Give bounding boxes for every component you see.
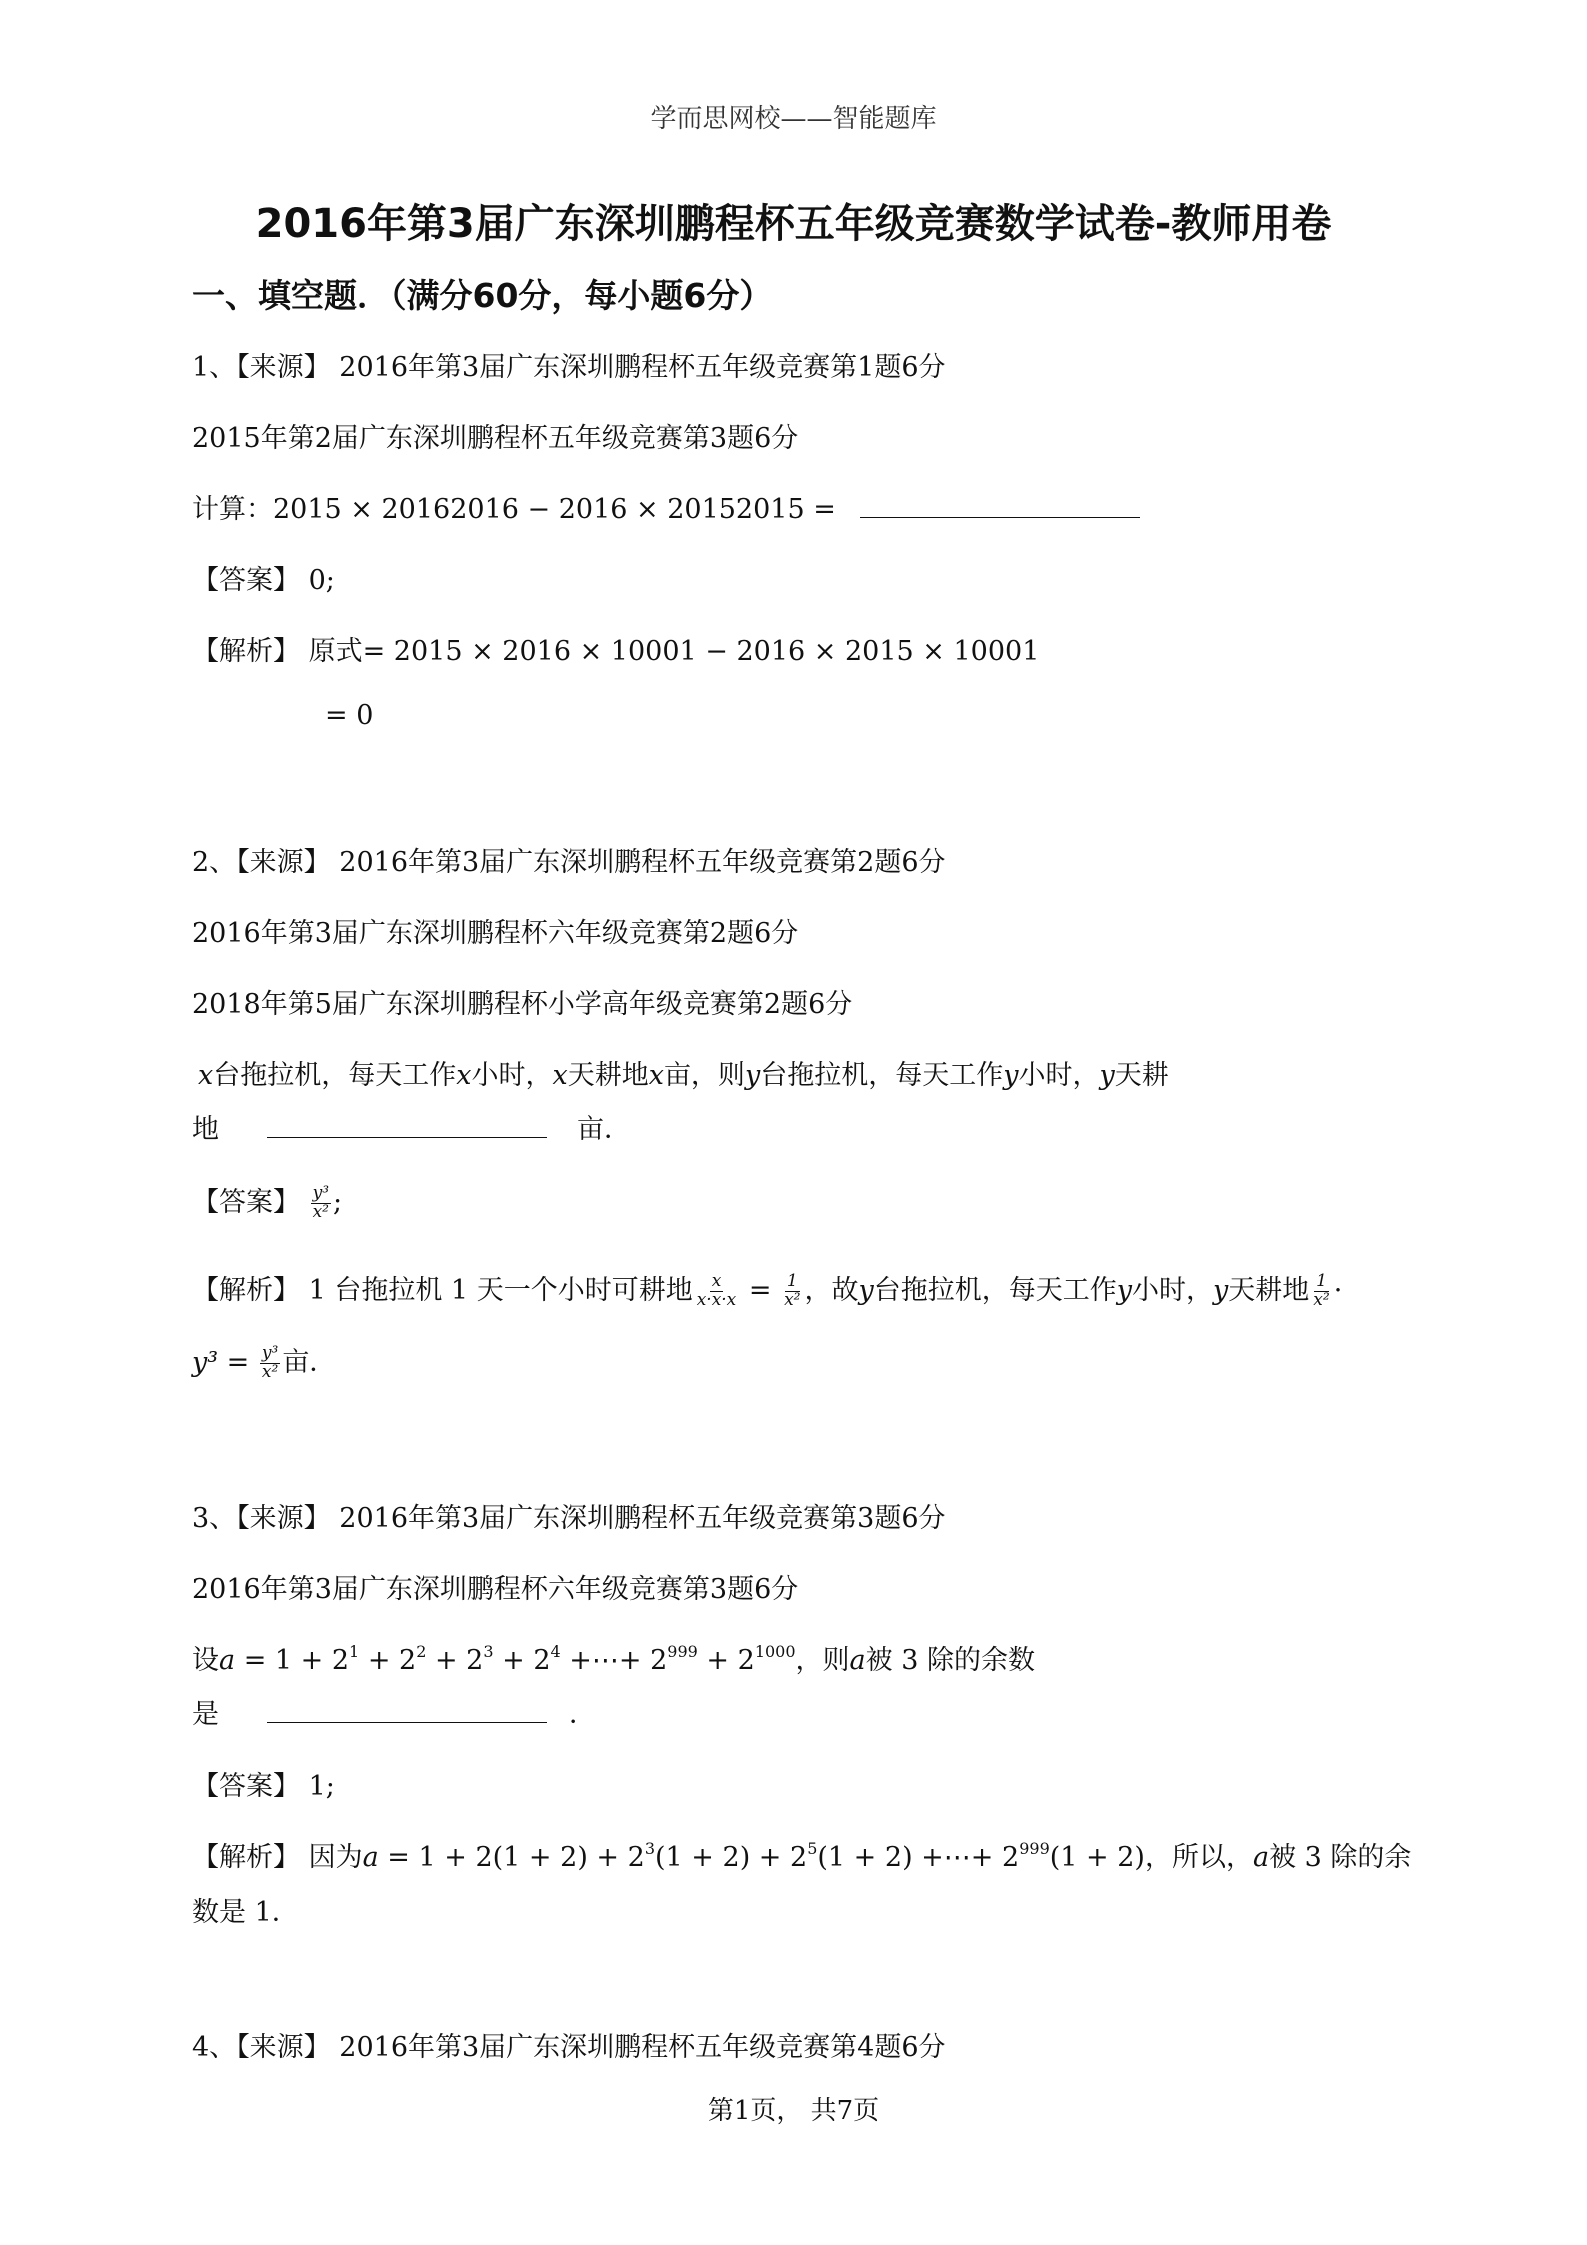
q2-analysis-line-2: y³ = $\frac{\text{y³}}{\text{x²}}$ 亩． — [192, 1343, 337, 1382]
fraction: $\frac{\text{y³}}{\text{x²}}$ — [261, 1343, 279, 1382]
q1-analysis-result: = 0 — [325, 700, 374, 731]
q2-question: x台拖拉机，每天工作x小时，x天耕地x亩，则y台拖拉机，每天工作y小时，y天耕 — [198, 1060, 1169, 1091]
page-header: 学而思网校——智能题库 — [650, 104, 937, 134]
q3-question-line-2: 是 ． — [192, 1699, 596, 1730]
fraction: $\frac{1}{\text{x²}}$ — [784, 1271, 801, 1310]
q1-question: 计算：2015 × 20162016 − 2016 × 20152015 = — [192, 487, 1164, 526]
q1-analysis: 【解析】 原式= 2015 × 2016 × 10001 − 2016 × 2015 × 10001 — [192, 636, 1040, 667]
fraction: $\frac{x}{x\cdot x\cdot x}$ — [696, 1271, 737, 1310]
fraction: $\frac{1}{\text{x²}}$ — [1313, 1271, 1330, 1310]
q1-answer: 【答案】 0; — [192, 565, 335, 596]
q2-source-line-2: 2016年第3届广东深圳鹏程杯六年级竞赛第2题6分 — [192, 918, 799, 949]
q3-analysis-line-2: 数是 1． — [192, 1897, 299, 1928]
page-footer: 第1页， 共7页 — [707, 2096, 880, 2126]
q3-source-line-2: 2016年第3届广东深圳鹏程杯六年级竞赛第3题6分 — [192, 1574, 799, 1605]
q2-source-line: 2、【来源】 2016年第3届广东深圳鹏程杯五年级竞赛第2题6分 — [192, 847, 946, 878]
q3-question: 设$a = 1 + 2^1 + 2^2 + 2^3 + 2^4$ +⋯+ $2^{999} + 2^{1000}$，则a被 3 除的余数 — [192, 1642, 1035, 1676]
q2-question-line-2: 地 亩． — [192, 1114, 631, 1145]
answer-fraction: $\frac{\text{y³}}{\text{x²}}$ — [312, 1183, 330, 1222]
q4-source-line: 4、【来源】 2016年第3届广东深圳鹏程杯五年级竞赛第4题6分 — [192, 2032, 946, 2063]
q1-source-line-2: 2015年第2届广东深圳鹏程杯五年级竞赛第3题6分 — [192, 423, 799, 454]
q2-answer: 【答案】 $\frac{\text{y³}}{\text{x²}}$ ; — [192, 1183, 343, 1222]
answer-blank — [267, 1700, 547, 1723]
q2-analysis: 【解析】 1 台拖拉机 1 天一个小时可耕地 $\frac{x}{x\cdot x\cdot x}$ = $\frac{1}{\text{x²}}$ ，故y台拖拉机，每天工作y小时，y天耕地 $\frac{1}{\text{x²}}$ · — [192, 1271, 1343, 1310]
q3-answer: 【答案】 1; — [192, 1771, 335, 1802]
q3-source-line: 3、【来源】 2016年第3届广东深圳鹏程杯五年级竞赛第3题6分 — [192, 1503, 946, 1534]
answer-blank — [860, 495, 1140, 518]
section-heading: 一、填空题．（满分60分，每小题6分） — [192, 276, 773, 315]
q3-analysis: 【解析】 因为$a = 1 + 2(1 + 2) + 2^3(1 + 2) + 2^5(1 + 2)$ +⋯+ $2^{999}(1 + 2)$，所以，a被 3 除的余 — [192, 1839, 1412, 1873]
q1-source-line: 1、【来源】 2016年第3届广东深圳鹏程杯五年级竞赛第1题6分 — [192, 352, 946, 383]
answer-blank — [267, 1115, 547, 1138]
q2-source-line-3: 2018年第5届广东深圳鹏程杯小学高年级竞赛第2题6分 — [192, 989, 853, 1020]
document-title: 2016年第3届广东深圳鹏程杯五年级竞赛数学试卷-教师用卷 — [255, 201, 1332, 247]
